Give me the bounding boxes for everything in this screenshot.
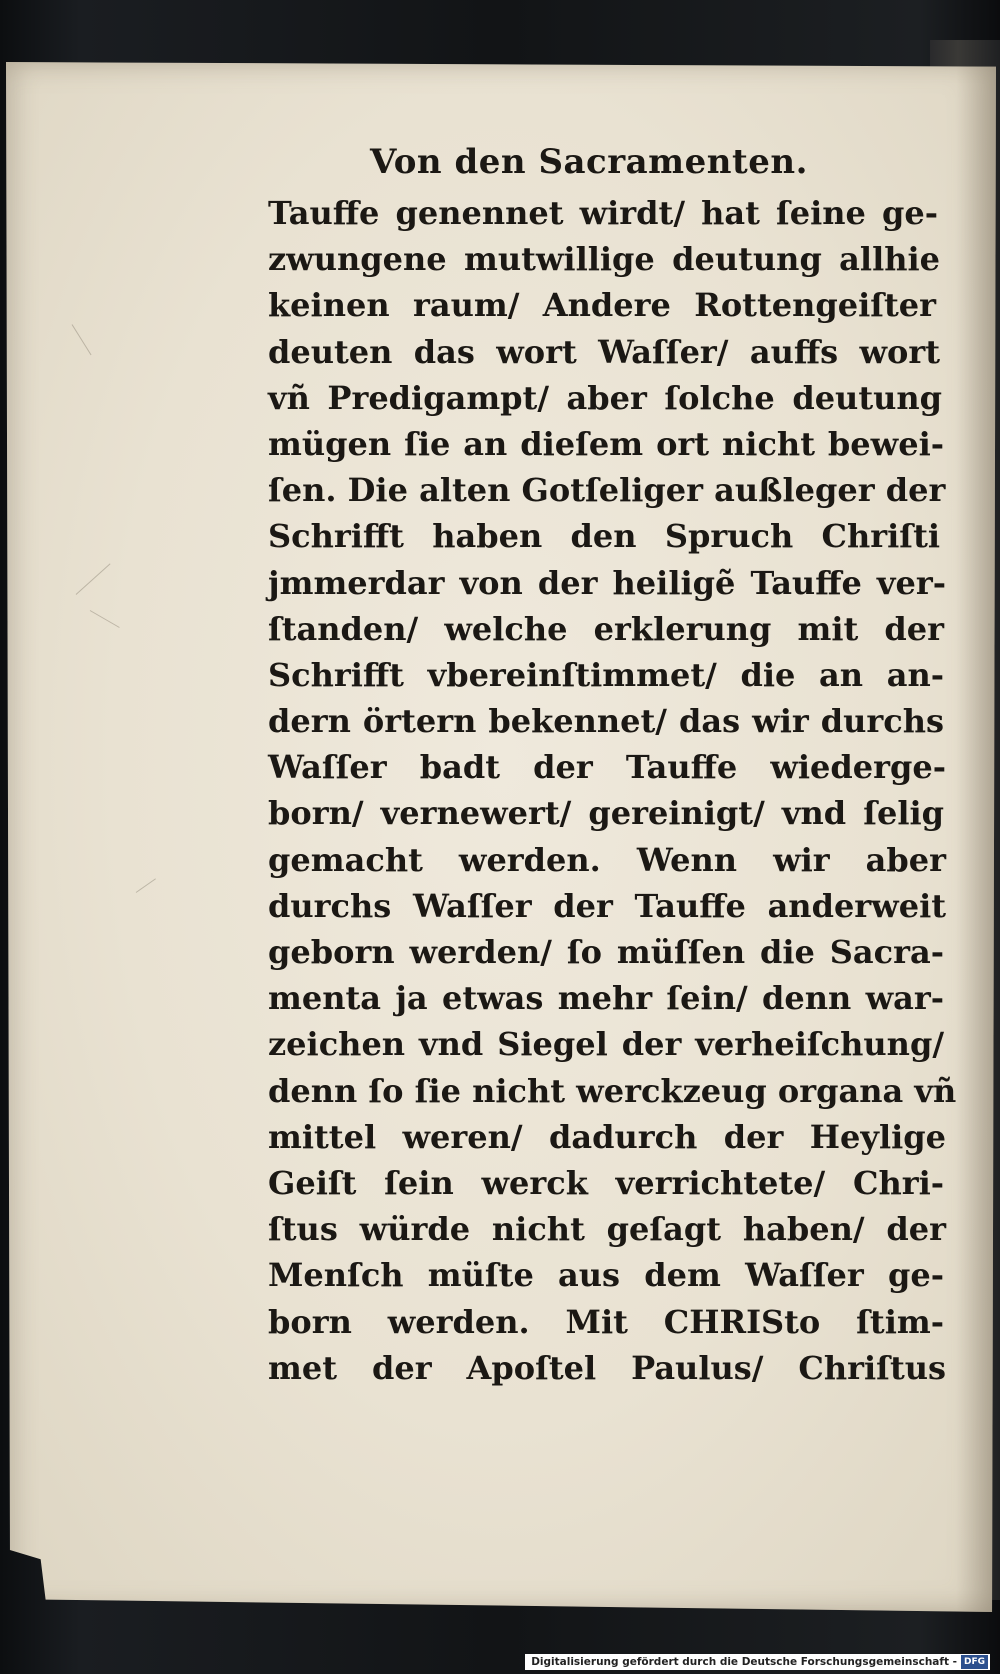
text-line: Geiſt ſein werck verrichtete/ Chri-	[268, 1163, 944, 1202]
text-line: geborn werden/ ſo müſſen die Sacra-	[268, 933, 944, 971]
credit-text: Digitalisierung gefördert durch die Deutsche Forschungsgemeinschaft -	[531, 1656, 957, 1668]
text-line: gemacht werden. Wenn wir aber	[268, 840, 946, 879]
text-line: zeichen vnd Siegel der verheiſchung/	[268, 1025, 944, 1064]
body-text	[268, 190, 957, 1391]
text-line: Waſſer badt der Tauffe wiederge-	[268, 748, 946, 787]
text-line: vñ Predigampt/ aber ſolche deutung	[268, 378, 942, 417]
text-line: mittel weren/ dadurch der Heylige	[268, 1117, 946, 1156]
dfg-logo: DFG	[961, 1655, 988, 1669]
text-line: keinen raum/ Andere Rottengeiſter	[268, 286, 936, 325]
text-line: mügen ſie an dieſem ort nicht bewei-	[268, 424, 944, 463]
text-line: ſtus würde nicht geſagt haben/ der	[268, 1210, 946, 1249]
text-line: born werden. Mit CHRISto ſtim-	[268, 1302, 944, 1341]
text-line: denn ſo ſie nicht werckzeug organa vñ	[268, 1071, 957, 1110]
text-line: ſen. Die alten Gotſeliger außleger der	[268, 471, 946, 510]
text-line: menta ja etwas mehr ſein/ denn war-	[268, 979, 944, 1018]
page-crease	[136, 878, 156, 893]
running-header: Von den Sacramenten.	[370, 142, 808, 182]
page-crease	[72, 324, 92, 355]
text-line: dern örtern bekennet/ das wir durchs	[268, 702, 944, 741]
text-line: durchs Waſſer der Tauffe anderweit	[268, 886, 946, 925]
text-line: zwungene mutwillige deutung allhie	[268, 240, 940, 279]
digitization-credit	[525, 1654, 990, 1670]
text-line: Schrifft vbereinſtimmet/ die an an-	[268, 655, 944, 694]
text-line: met der Apoſtel Paulus/ Chriſtus	[268, 1348, 946, 1387]
text-line: deuten das wort Waſſer/ auffs wort	[268, 332, 940, 371]
text-line: Schrifft haben den Spruch Chriſti	[268, 517, 940, 556]
text-line: Tauffe genennet wirdt/ hat ſeine ge-	[268, 194, 938, 232]
page-crease	[90, 610, 120, 628]
text-line: ſtanden/ welche erklerung mit der	[268, 609, 944, 648]
page-crease	[76, 563, 111, 595]
text-line: jmmerdar von der heiligẽ Tauffe ver-	[268, 563, 946, 602]
gutter-shadow	[956, 62, 996, 1612]
text-line: born/ vernewert/ gereinigt/ vnd ſelig	[268, 794, 944, 833]
text-line: Menſch müſte aus dem Waſſer ge-	[268, 1256, 944, 1295]
